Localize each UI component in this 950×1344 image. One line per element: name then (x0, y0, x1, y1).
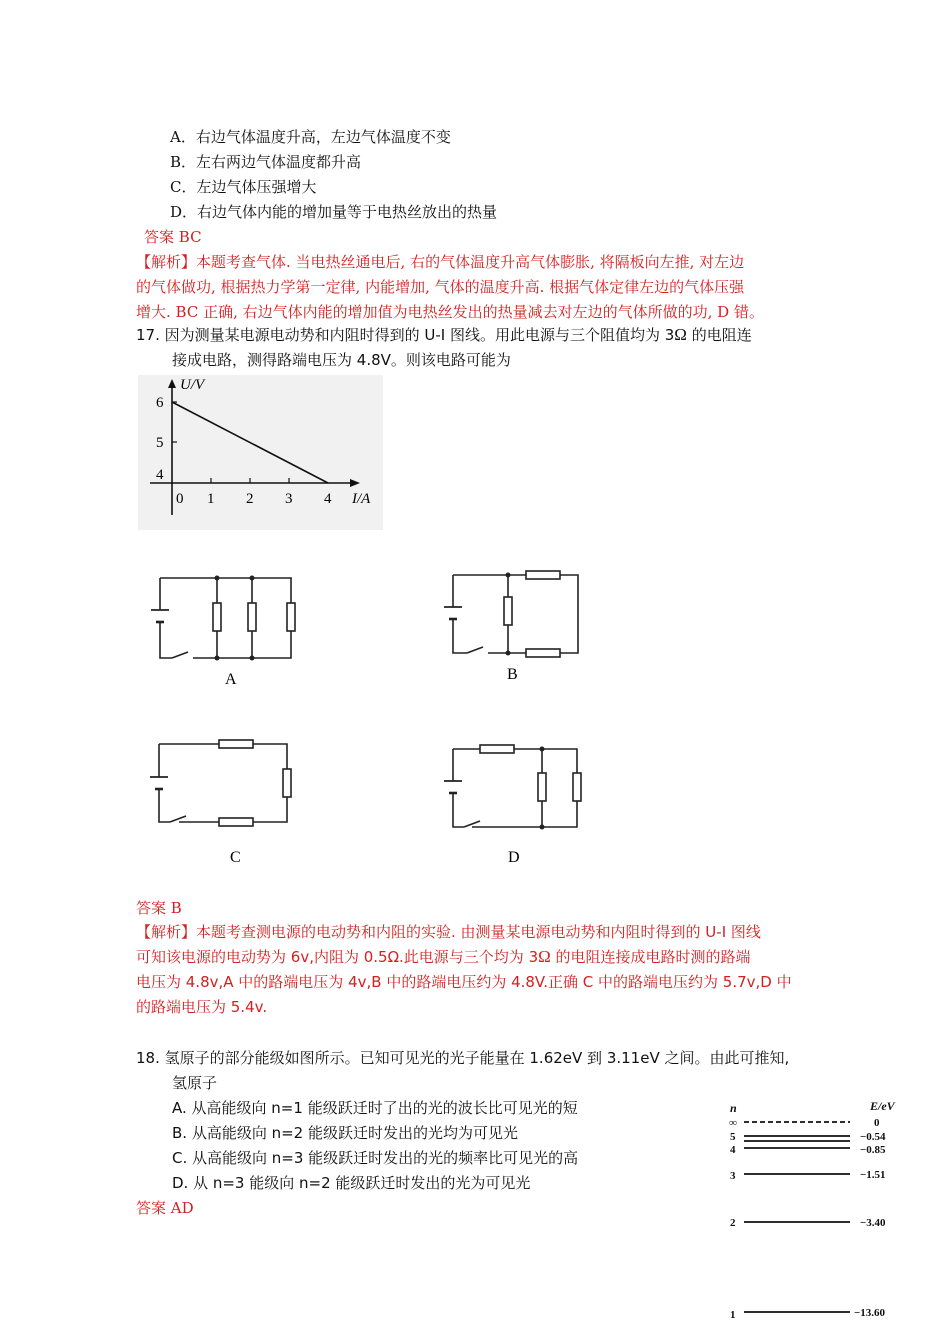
q18-answer: 答案 AD (136, 1199, 194, 1217)
circuit-c-label: C (230, 849, 241, 866)
u-axis-label: U/V (180, 377, 205, 393)
circuit-a-label: A (225, 671, 237, 688)
q17-stem-part-b: 的电阻连 (691, 326, 752, 344)
circuit-a (148, 570, 298, 695)
q17-stem-line-2: 接成电路，测得路端电压为 4.8V。则该电路可能为 (172, 351, 511, 369)
level-n-infinity: ∞ (729, 1117, 737, 1129)
x-tick-3: 3 (285, 491, 293, 507)
q16-option-d: D．右边气体内能的增加量等于电热丝放出的热量 (170, 203, 498, 221)
ui-graph (138, 375, 383, 530)
level-e-2: −3.40 (860, 1217, 886, 1229)
level-e-5: −0.54 (860, 1131, 886, 1143)
circuit-b-label: B (507, 666, 518, 683)
q17-stem-line-1 (136, 324, 752, 346)
circuit-c (148, 735, 298, 867)
energy-level-diagram (722, 1092, 902, 1332)
n-header: n (730, 1101, 737, 1115)
y-tick-4: 4 (156, 467, 164, 483)
q16-option-a: A．右边气体温度升高，左边气体温度不变 (170, 128, 451, 146)
q16-explanation-line-1: 【解析】本题考查气体. 当电热丝通电后, 右的气体温度升高气体膨胀, 将隔板向左推, 对左边 (136, 253, 745, 271)
circuit-d (440, 735, 590, 867)
x-tick-2: 2 (246, 491, 254, 507)
x-tick-1: 1 (207, 491, 215, 507)
level-e-1: −13.60 (854, 1307, 886, 1319)
q18-stem-line-2: 氢原子 (172, 1074, 218, 1092)
level-n-4: 4 (730, 1144, 736, 1156)
q16-option-b: B．左右两边气体温度都升高 (170, 153, 362, 171)
level-n-2: 2 (730, 1217, 736, 1229)
q17-explanation-line-4: 的路端电压为 5.4v. (136, 998, 268, 1016)
q18-option-d: D. 从 n=3 能级向 n=2 能级跃迁时发出的光为可见光 (172, 1174, 531, 1192)
e-header: E/eV (870, 1099, 895, 1113)
q16-explanation-line-2: 的气体做功, 根据热力学第一定律, 内能增加, 气体的温度升高. 根据气体定律左边的气体压强 (136, 278, 745, 296)
q18-stem-line-1: 18. 氢原子的部分能级如图所示。已知可见光的光子能量在 1.62eV 到 3.11eV 之间。由此可推知, (136, 1049, 790, 1067)
ohm-symbol: Ω (674, 325, 687, 344)
y-tick-5: 5 (156, 435, 164, 451)
q17-explanation-line-3: 电压为 4.8v,A 中的路端电压为 4v,B 中的路端电压约为 4.8V.正确 C 中的路端电压约为 5.7v,D 中 (136, 973, 792, 991)
level-n-5: 5 (730, 1131, 736, 1143)
level-e-3: −1.51 (860, 1169, 886, 1181)
i-axis-label: I/A (352, 491, 371, 507)
q16-answer: 答案 BC (144, 228, 202, 246)
ohm-symbol: Ω (538, 947, 551, 966)
x-tick-4: 4 (324, 491, 332, 507)
q18-option-a: A. 从高能级向 n=1 能级跃迁时了出的光的波长比可见光的短 (172, 1099, 578, 1117)
q17-stem-part-a: 17. 因为测量某电源电动势和内阻时得到的 U-I 图线。用此电源与三个阻值均为 3 (136, 326, 675, 344)
q17-answer: 答案 B (136, 899, 182, 917)
circuit-d-label: D (508, 849, 520, 866)
q16-option-c: C．左边气体压强增大 (170, 178, 317, 196)
q18-option-b: B. 从高能级向 n=2 能级跃迁时发出的光均为可见光 (172, 1124, 518, 1142)
q16-explanation-line-3: 增大. BC 正确, 右边气体内能的增加值为电热丝发出的热量减去对左边的气体所做的功, D 错。 (136, 303, 764, 321)
level-e-infinity: 0 (874, 1117, 880, 1129)
x-tick-0: 0 (176, 491, 184, 507)
q17-explanation-line-1: 【解析】本题考查测电源的电动势和内阻的实验. 由测量某电源电动势和内阻时得到的 U-I 图线 (136, 923, 761, 941)
q17-explanation-part-a: 可知该电源的电动势为 6v,内阻为 0.5Ω.此电源与三个均为 3 (136, 948, 539, 966)
y-tick-6: 6 (156, 395, 164, 411)
level-n-1: 1 (730, 1309, 736, 1321)
level-e-4: −0.85 (860, 1144, 886, 1156)
q17-explanation-line-2 (136, 946, 751, 968)
q18-option-c: C. 从高能级向 n=3 能级跃迁时发出的光的频率比可见光的高 (172, 1149, 579, 1167)
level-n-3: 3 (730, 1170, 736, 1182)
circuit-b (440, 565, 590, 690)
q17-explanation-part-b: 的电阻连接成电路时测的路端 (555, 948, 751, 966)
